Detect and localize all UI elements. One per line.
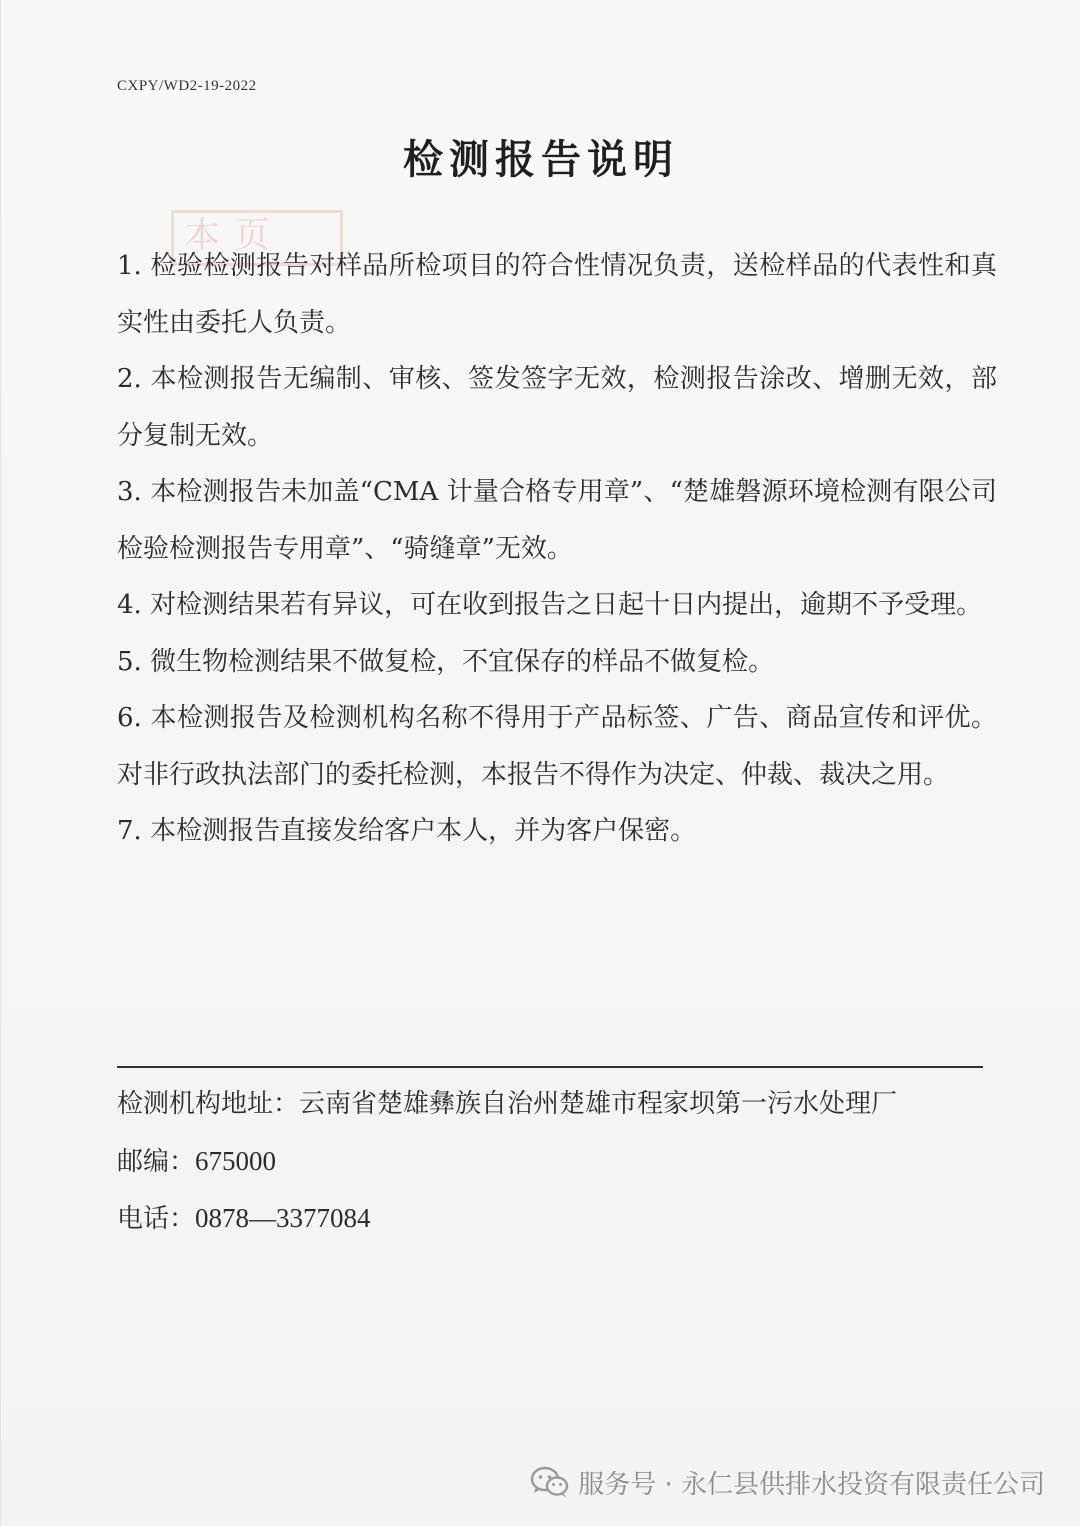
clause-1: 1. 检验检测报告对样品所检项目的符合性情况负责，送检样品的代表性和真实性由委托人负责。: [117, 251, 997, 338]
document-code: CXPY/WD2-19-2022: [117, 78, 257, 94]
clause-list: [117, 238, 997, 860]
page-title: 检测报告说明: [403, 136, 679, 183]
section-divider: [117, 1066, 983, 1068]
wechat-icon: [530, 1466, 570, 1498]
phone-line: [117, 1190, 1017, 1248]
address-line: [117, 1076, 1017, 1133]
postcode-value: 675000: [195, 1145, 277, 1176]
contact-info: [117, 1076, 1017, 1248]
phone-value: 0878—3377084: [195, 1203, 371, 1233]
clause-2: 2. 本检测报告无编制、审核、签发签字无效，检测报告涂改、增删无效，部分复制无效。: [117, 364, 997, 451]
clause-6: 6. 本检测报告及检测机构名称不得用于产品标签、广告、商品宣传和评优。对非行政执法部门的委托检测，本报告不得作为决定、仲裁、裁决之用。: [117, 703, 997, 790]
clause-5: 5. 微生物检测结果不做复检，不宜保存的样品不做复检。: [117, 646, 775, 677]
address-value: 云南省楚雄彝族自治州楚雄市程家坝第一污水处理厂: [299, 1089, 898, 1119]
stamp-mark: 本页: [171, 210, 343, 266]
phone-label: 电话：: [117, 1204, 196, 1234]
postcode-line: [117, 1133, 1017, 1191]
postcode-label: 邮编：: [117, 1146, 196, 1177]
clause-7: 7. 本检测报告直接发给客户本人，并为客户保密。: [117, 816, 697, 846]
clause-3: 3. 本检测报告未加盖“CMA 计量合格专用章”、“楚雄磐源环境检测有限公司检验检测报告专用章”、“骑缝章”无效。: [117, 477, 997, 564]
footer-text: 服务号 · 永仁县供排水投资有限责任公司: [578, 1469, 1045, 1500]
clause-4: 4. 对检测结果若有异议，可在收到报告之日起十日内提出，逾期不予受理。: [117, 590, 983, 620]
address-label: 检测机构地址：: [117, 1089, 300, 1119]
watermark-footer: [530, 1460, 1045, 1504]
